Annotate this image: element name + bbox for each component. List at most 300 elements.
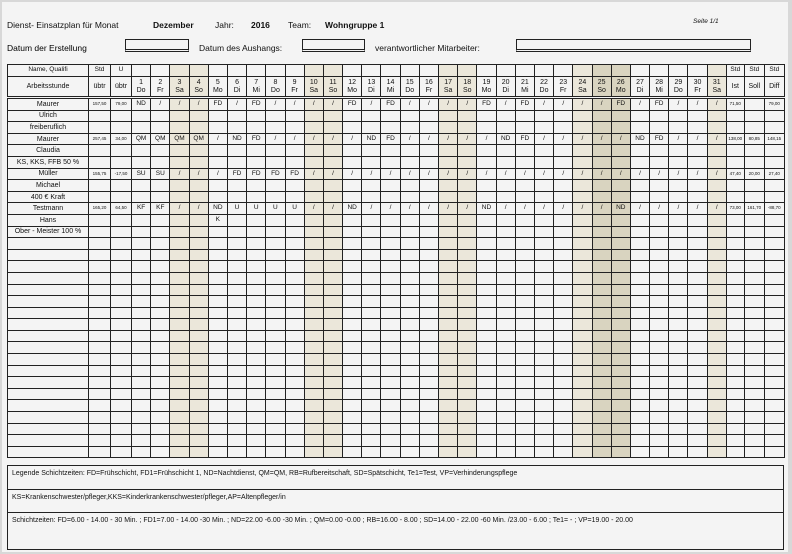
shift-cell[interactable] <box>458 214 477 226</box>
shift-cell[interactable] <box>650 412 669 424</box>
shift-cell[interactable] <box>132 284 151 296</box>
shift-cell[interactable] <box>266 319 285 331</box>
shift-cell[interactable] <box>707 284 726 296</box>
shift-cell[interactable]: / <box>400 133 419 145</box>
shift-cell[interactable] <box>323 319 342 331</box>
shift-cell[interactable]: / <box>707 203 726 215</box>
shift-cell[interactable] <box>496 435 515 447</box>
shift-cell[interactable] <box>630 284 649 296</box>
employee-cell[interactable] <box>8 272 89 284</box>
shift-cell[interactable] <box>227 156 246 168</box>
soll-cell[interactable] <box>744 296 764 308</box>
ist-cell[interactable] <box>726 388 744 400</box>
shift-cell[interactable] <box>227 110 246 122</box>
shift-cell[interactable] <box>362 319 381 331</box>
shift-cell[interactable] <box>496 122 515 134</box>
shift-cell[interactable]: / <box>592 133 611 145</box>
shift-cell[interactable]: FD <box>247 168 266 180</box>
employee-cell[interactable]: Ober - Meister 100 % <box>8 226 89 238</box>
shift-cell[interactable] <box>170 412 189 424</box>
shift-cell[interactable] <box>170 296 189 308</box>
shift-cell[interactable]: / <box>381 203 400 215</box>
shift-cell[interactable] <box>323 388 342 400</box>
shift-cell[interactable] <box>458 377 477 389</box>
shift-cell[interactable] <box>496 156 515 168</box>
shift-cell[interactable] <box>592 180 611 192</box>
shift-cell[interactable] <box>419 214 438 226</box>
std-carry-cell[interactable] <box>89 435 111 447</box>
shift-cell[interactable]: / <box>323 99 342 111</box>
shift-cell[interactable]: / <box>362 168 381 180</box>
shift-cell[interactable] <box>707 435 726 447</box>
shift-cell[interactable] <box>477 330 496 342</box>
soll-cell[interactable]: 80,85 <box>744 133 764 145</box>
shift-cell[interactable] <box>381 377 400 389</box>
shift-cell[interactable] <box>669 180 688 192</box>
shift-cell[interactable] <box>477 423 496 435</box>
shift-cell[interactable]: U <box>247 203 266 215</box>
shift-cell[interactable] <box>323 296 342 308</box>
shift-cell[interactable] <box>477 354 496 366</box>
u-carry-cell[interactable]: 79,00 <box>111 99 132 111</box>
shift-cell[interactable] <box>381 226 400 238</box>
shift-cell[interactable]: / <box>688 99 707 111</box>
shift-cell[interactable] <box>630 272 649 284</box>
shift-cell[interactable] <box>688 307 707 319</box>
shift-cell[interactable] <box>208 319 227 331</box>
shift-cell[interactable] <box>227 388 246 400</box>
shift-cell[interactable] <box>534 400 553 412</box>
shift-cell[interactable] <box>400 284 419 296</box>
ist-cell[interactable]: 71,50 <box>726 99 744 111</box>
shift-cell[interactable]: / <box>458 203 477 215</box>
shift-cell[interactable] <box>208 180 227 192</box>
shift-cell[interactable] <box>266 272 285 284</box>
shift-cell[interactable] <box>611 377 630 389</box>
soll-cell[interactable] <box>744 122 764 134</box>
shift-cell[interactable] <box>132 319 151 331</box>
shift-cell[interactable] <box>534 122 553 134</box>
shift-cell[interactable] <box>707 226 726 238</box>
shift-cell[interactable] <box>650 365 669 377</box>
shift-cell[interactable] <box>439 156 458 168</box>
shift-cell[interactable] <box>554 284 573 296</box>
shift-cell[interactable] <box>573 296 592 308</box>
shift-cell[interactable] <box>630 145 649 157</box>
std-carry-cell[interactable] <box>89 307 111 319</box>
shift-cell[interactable]: / <box>323 203 342 215</box>
shift-cell[interactable]: KF <box>151 203 170 215</box>
shift-cell[interactable] <box>343 122 362 134</box>
shift-cell[interactable] <box>400 122 419 134</box>
shift-cell[interactable] <box>343 214 362 226</box>
shift-cell[interactable] <box>707 342 726 354</box>
shift-cell[interactable] <box>515 377 534 389</box>
soll-cell[interactable] <box>744 261 764 273</box>
shift-cell[interactable] <box>688 342 707 354</box>
shift-cell[interactable] <box>266 145 285 157</box>
shift-cell[interactable] <box>515 400 534 412</box>
ist-cell[interactable]: 138,00 <box>726 133 744 145</box>
employee-cell[interactable] <box>8 284 89 296</box>
shift-cell[interactable] <box>419 307 438 319</box>
shift-cell[interactable] <box>496 354 515 366</box>
shift-cell[interactable] <box>439 226 458 238</box>
shift-cell[interactable] <box>592 400 611 412</box>
ist-cell[interactable] <box>726 249 744 261</box>
created-date-field[interactable] <box>125 39 189 52</box>
shift-cell[interactable] <box>669 284 688 296</box>
shift-cell[interactable] <box>266 261 285 273</box>
shift-cell[interactable] <box>304 330 323 342</box>
shift-cell[interactable] <box>477 249 496 261</box>
shift-cell[interactable]: ND <box>362 133 381 145</box>
shift-cell[interactable] <box>285 214 304 226</box>
shift-cell[interactable]: / <box>592 168 611 180</box>
u-carry-cell[interactable] <box>111 180 132 192</box>
ist-cell[interactable] <box>726 214 744 226</box>
u-carry-cell[interactable] <box>111 342 132 354</box>
shift-cell[interactable] <box>343 435 362 447</box>
shift-cell[interactable] <box>630 446 649 458</box>
shift-cell[interactable] <box>208 296 227 308</box>
shift-cell[interactable] <box>592 446 611 458</box>
shift-cell[interactable] <box>669 330 688 342</box>
shift-cell[interactable] <box>208 365 227 377</box>
shift-cell[interactable] <box>688 330 707 342</box>
shift-cell[interactable] <box>419 365 438 377</box>
shift-cell[interactable] <box>381 249 400 261</box>
shift-cell[interactable] <box>458 156 477 168</box>
shift-cell[interactable]: / <box>611 168 630 180</box>
shift-cell[interactable] <box>400 191 419 203</box>
shift-cell[interactable] <box>592 261 611 273</box>
shift-cell[interactable] <box>630 226 649 238</box>
ist-cell[interactable] <box>726 145 744 157</box>
shift-cell[interactable] <box>573 261 592 273</box>
shift-cell[interactable] <box>592 284 611 296</box>
shift-cell[interactable]: / <box>477 133 496 145</box>
std-carry-cell[interactable] <box>89 365 111 377</box>
shift-cell[interactable] <box>247 342 266 354</box>
shift-cell[interactable] <box>707 296 726 308</box>
soll-cell[interactable] <box>744 446 764 458</box>
ist-cell[interactable] <box>726 330 744 342</box>
shift-cell[interactable] <box>630 238 649 250</box>
shift-cell[interactable] <box>419 238 438 250</box>
shift-cell[interactable]: / <box>170 99 189 111</box>
shift-cell[interactable] <box>362 214 381 226</box>
u-carry-cell[interactable] <box>111 145 132 157</box>
u-carry-cell[interactable]: 34,00 <box>111 133 132 145</box>
shift-cell[interactable] <box>439 110 458 122</box>
shift-cell[interactable] <box>611 365 630 377</box>
shift-cell[interactable]: / <box>189 203 208 215</box>
shift-cell[interactable] <box>247 272 266 284</box>
shift-cell[interactable] <box>343 238 362 250</box>
shift-cell[interactable] <box>304 446 323 458</box>
shift-cell[interactable]: FD <box>266 168 285 180</box>
shift-cell[interactable] <box>208 330 227 342</box>
shift-cell[interactable] <box>592 412 611 424</box>
shift-cell[interactable]: / <box>554 168 573 180</box>
shift-cell[interactable] <box>573 400 592 412</box>
shift-cell[interactable] <box>343 423 362 435</box>
shift-cell[interactable] <box>285 238 304 250</box>
shift-cell[interactable]: / <box>592 99 611 111</box>
shift-cell[interactable] <box>343 307 362 319</box>
shift-cell[interactable] <box>534 365 553 377</box>
shift-cell[interactable] <box>400 377 419 389</box>
shift-cell[interactable] <box>132 400 151 412</box>
shift-cell[interactable] <box>132 435 151 447</box>
shift-cell[interactable] <box>554 226 573 238</box>
shift-cell[interactable] <box>247 284 266 296</box>
employee-cell[interactable] <box>8 377 89 389</box>
shift-cell[interactable] <box>170 145 189 157</box>
shift-cell[interactable] <box>304 191 323 203</box>
shift-cell[interactable] <box>439 446 458 458</box>
shift-cell[interactable] <box>439 238 458 250</box>
shift-cell[interactable]: FD <box>247 133 266 145</box>
shift-cell[interactable] <box>496 110 515 122</box>
shift-cell[interactable] <box>170 249 189 261</box>
shift-cell[interactable] <box>362 156 381 168</box>
u-carry-cell[interactable] <box>111 249 132 261</box>
shift-cell[interactable] <box>458 400 477 412</box>
shift-cell[interactable] <box>534 354 553 366</box>
shift-cell[interactable] <box>343 191 362 203</box>
diff-cell[interactable] <box>764 319 784 331</box>
shift-cell[interactable] <box>515 296 534 308</box>
shift-cell[interactable] <box>381 214 400 226</box>
u-carry-cell[interactable] <box>111 330 132 342</box>
shift-cell[interactable]: / <box>688 168 707 180</box>
shift-cell[interactable] <box>247 377 266 389</box>
shift-cell[interactable] <box>247 319 266 331</box>
shift-cell[interactable] <box>688 238 707 250</box>
std-carry-cell[interactable] <box>89 423 111 435</box>
shift-cell[interactable] <box>362 365 381 377</box>
shift-cell[interactable] <box>304 377 323 389</box>
shift-cell[interactable]: / <box>573 133 592 145</box>
shift-cell[interactable] <box>611 110 630 122</box>
shift-cell[interactable] <box>189 296 208 308</box>
shift-cell[interactable] <box>458 238 477 250</box>
shift-cell[interactable] <box>515 319 534 331</box>
shift-cell[interactable] <box>419 180 438 192</box>
shift-cell[interactable] <box>496 284 515 296</box>
shift-cell[interactable] <box>381 110 400 122</box>
shift-cell[interactable] <box>323 435 342 447</box>
shift-cell[interactable] <box>208 191 227 203</box>
ist-cell[interactable] <box>726 354 744 366</box>
shift-cell[interactable] <box>573 180 592 192</box>
shift-cell[interactable] <box>573 214 592 226</box>
shift-cell[interactable] <box>419 342 438 354</box>
shift-cell[interactable] <box>266 110 285 122</box>
shift-cell[interactable] <box>132 377 151 389</box>
shift-cell[interactable] <box>247 180 266 192</box>
shift-cell[interactable] <box>285 412 304 424</box>
shift-cell[interactable] <box>151 307 170 319</box>
shift-cell[interactable]: FD <box>343 99 362 111</box>
shift-cell[interactable]: / <box>688 133 707 145</box>
shift-cell[interactable] <box>554 435 573 447</box>
shift-cell[interactable] <box>534 446 553 458</box>
shift-cell[interactable] <box>669 377 688 389</box>
shift-cell[interactable] <box>534 342 553 354</box>
shift-cell[interactable]: / <box>496 203 515 215</box>
shift-cell[interactable] <box>592 156 611 168</box>
shift-cell[interactable] <box>707 272 726 284</box>
shift-cell[interactable] <box>247 354 266 366</box>
shift-cell[interactable] <box>266 400 285 412</box>
shift-cell[interactable] <box>573 272 592 284</box>
shift-cell[interactable] <box>650 446 669 458</box>
responsible-field[interactable] <box>516 39 751 52</box>
shift-cell[interactable] <box>534 214 553 226</box>
shift-cell[interactable] <box>554 214 573 226</box>
shift-cell[interactable] <box>266 365 285 377</box>
shift-cell[interactable] <box>400 261 419 273</box>
shift-cell[interactable]: / <box>554 99 573 111</box>
shift-cell[interactable]: U <box>285 203 304 215</box>
shift-cell[interactable]: / <box>707 99 726 111</box>
shift-cell[interactable] <box>151 342 170 354</box>
shift-cell[interactable] <box>208 249 227 261</box>
shift-cell[interactable] <box>630 110 649 122</box>
shift-cell[interactable]: FD <box>650 133 669 145</box>
shift-cell[interactable] <box>611 446 630 458</box>
shift-cell[interactable] <box>534 226 553 238</box>
shift-cell[interactable] <box>650 110 669 122</box>
shift-cell[interactable] <box>304 226 323 238</box>
shift-cell[interactable] <box>362 388 381 400</box>
employee-cell[interactable] <box>8 412 89 424</box>
shift-cell[interactable] <box>323 412 342 424</box>
shift-cell[interactable] <box>515 249 534 261</box>
ist-cell[interactable] <box>726 423 744 435</box>
shift-cell[interactable] <box>630 354 649 366</box>
shift-cell[interactable] <box>400 272 419 284</box>
std-carry-cell[interactable] <box>89 412 111 424</box>
shift-cell[interactable]: FD <box>381 99 400 111</box>
shift-cell[interactable] <box>227 412 246 424</box>
shift-cell[interactable] <box>227 284 246 296</box>
u-carry-cell[interactable] <box>111 284 132 296</box>
shift-cell[interactable] <box>439 284 458 296</box>
shift-cell[interactable] <box>592 388 611 400</box>
shift-cell[interactable] <box>477 261 496 273</box>
shift-cell[interactable] <box>381 365 400 377</box>
shift-cell[interactable] <box>247 412 266 424</box>
shift-cell[interactable] <box>170 284 189 296</box>
shift-cell[interactable] <box>439 214 458 226</box>
shift-cell[interactable] <box>208 435 227 447</box>
shift-cell[interactable] <box>400 423 419 435</box>
ist-cell[interactable] <box>726 435 744 447</box>
shift-cell[interactable] <box>419 226 438 238</box>
shift-cell[interactable] <box>650 342 669 354</box>
employee-cell[interactable]: Müller <box>8 168 89 180</box>
shift-cell[interactable] <box>227 180 246 192</box>
ist-cell[interactable] <box>726 342 744 354</box>
shift-cell[interactable] <box>650 284 669 296</box>
soll-cell[interactable] <box>744 365 764 377</box>
shift-cell[interactable] <box>534 284 553 296</box>
shift-cell[interactable]: / <box>151 99 170 111</box>
shift-cell[interactable] <box>151 122 170 134</box>
shift-cell[interactable] <box>534 412 553 424</box>
shift-cell[interactable] <box>170 365 189 377</box>
u-carry-cell[interactable] <box>111 354 132 366</box>
ist-cell[interactable] <box>726 365 744 377</box>
shift-cell[interactable] <box>227 435 246 447</box>
shift-cell[interactable] <box>362 238 381 250</box>
shift-cell[interactable] <box>592 342 611 354</box>
shift-cell[interactable] <box>266 284 285 296</box>
shift-cell[interactable] <box>323 272 342 284</box>
employee-cell[interactable]: 400 € Kraft <box>8 191 89 203</box>
shift-cell[interactable]: ND <box>132 99 151 111</box>
shift-cell[interactable] <box>477 296 496 308</box>
shift-cell[interactable] <box>381 412 400 424</box>
shift-cell[interactable] <box>592 330 611 342</box>
shift-cell[interactable] <box>439 145 458 157</box>
shift-cell[interactable] <box>170 110 189 122</box>
diff-cell[interactable] <box>764 122 784 134</box>
shift-cell[interactable] <box>304 342 323 354</box>
shift-cell[interactable] <box>496 191 515 203</box>
shift-cell[interactable] <box>247 249 266 261</box>
shift-cell[interactable] <box>343 261 362 273</box>
shift-cell[interactable] <box>630 156 649 168</box>
shift-cell[interactable] <box>170 261 189 273</box>
shift-cell[interactable] <box>534 249 553 261</box>
shift-cell[interactable] <box>227 226 246 238</box>
shift-cell[interactable] <box>496 319 515 331</box>
shift-cell[interactable] <box>439 400 458 412</box>
shift-cell[interactable] <box>227 296 246 308</box>
shift-cell[interactable] <box>247 191 266 203</box>
shift-cell[interactable] <box>343 226 362 238</box>
shift-cell[interactable] <box>611 261 630 273</box>
ist-cell[interactable] <box>726 377 744 389</box>
diff-cell[interactable] <box>764 307 784 319</box>
shift-cell[interactable] <box>189 319 208 331</box>
shift-cell[interactable] <box>669 296 688 308</box>
shift-cell[interactable] <box>707 388 726 400</box>
shift-cell[interactable]: / <box>534 168 553 180</box>
shift-cell[interactable] <box>362 354 381 366</box>
shift-cell[interactable]: K <box>208 214 227 226</box>
shift-cell[interactable] <box>439 365 458 377</box>
shift-cell[interactable] <box>400 110 419 122</box>
shift-cell[interactable] <box>343 110 362 122</box>
shift-cell[interactable] <box>304 261 323 273</box>
shift-cell[interactable] <box>554 446 573 458</box>
u-carry-cell[interactable] <box>111 435 132 447</box>
shift-cell[interactable] <box>170 377 189 389</box>
shift-cell[interactable] <box>189 156 208 168</box>
shift-cell[interactable] <box>323 238 342 250</box>
shift-cell[interactable] <box>611 296 630 308</box>
shift-cell[interactable] <box>227 249 246 261</box>
shift-cell[interactable] <box>458 354 477 366</box>
shift-cell[interactable] <box>496 412 515 424</box>
std-carry-cell[interactable] <box>89 249 111 261</box>
